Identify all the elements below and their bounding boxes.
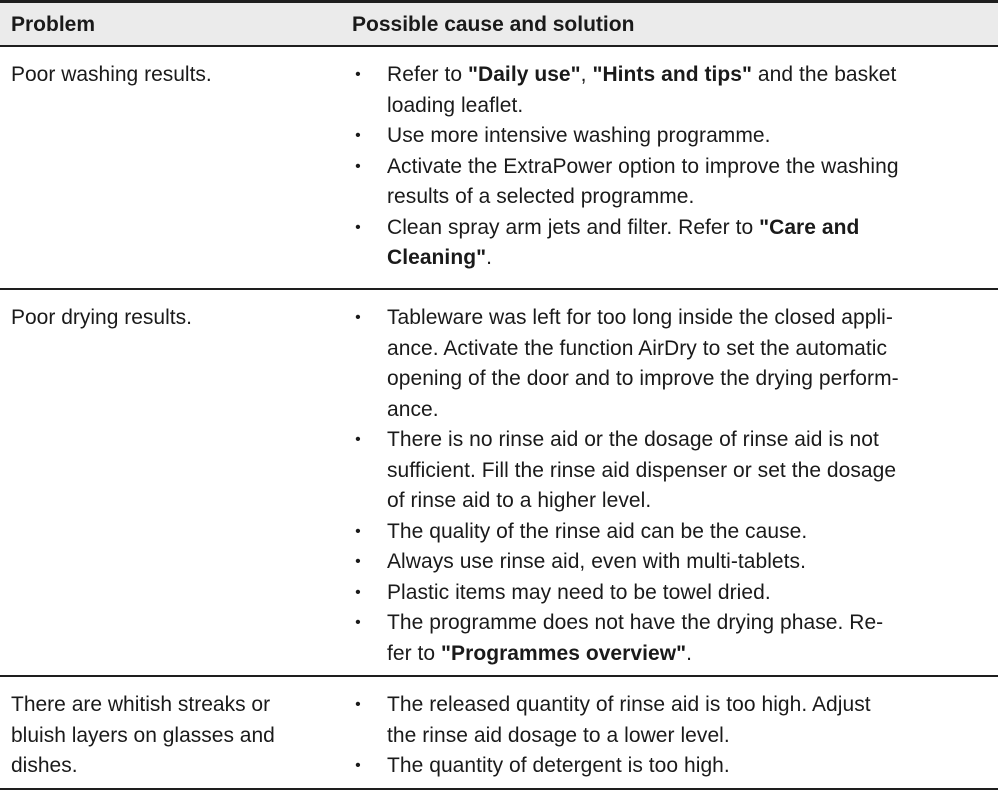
bullet-icon: • [355, 583, 361, 601]
problem-cell [0, 677, 350, 788]
list-item: • The quality of the rinse aid can be the cause. [352, 517, 990, 548]
bullet-icon: • [355, 614, 361, 631]
header-cause-solution: Possible cause and solution [352, 13, 635, 36]
table-row [0, 47, 998, 290]
list-item: • The quantity of detergent is too high. [352, 751, 990, 782]
reference-text: "Daily use" [467, 63, 581, 86]
header-problem: Problem [11, 13, 96, 36]
problem-cell: Poor drying results. [11, 306, 192, 329]
bullet-icon: • [355, 66, 361, 83]
solution-list [352, 690, 990, 782]
list-item: • The released quantity of rinse aid is too high. Adjust the rinse aid dosage to a lower level. [352, 690, 990, 751]
list-item: • Tableware was left for too long inside the closed appli- ance. Activate the function AirDry to set the automatic opening of the door and to improve the drying perform- ance. [352, 303, 990, 425]
table-header [0, 3, 998, 47]
bullet-icon: • [355, 127, 361, 144]
solution-cell [350, 677, 998, 788]
bullet-icon: • [355, 553, 361, 570]
reference-text: "Programmes overview" [441, 641, 687, 665]
problem-text: There are whitish streaks or bluish layers on glasses and dishes. [11, 693, 275, 777]
reference-text: Cleaning" [387, 246, 487, 269]
solution-cell [350, 47, 998, 288]
bullet-icon: • [355, 696, 361, 713]
bullet-icon: • [355, 218, 361, 236]
list-item: • Refer to "Daily use", "Hints and tips" and the basket loading leaflet. [352, 60, 990, 121]
list-item: • Activate the ExtraPower option to improve the washing results of a selected programme. [352, 152, 990, 213]
list-item: • Use more intensive washing programme. [352, 121, 990, 152]
bullet-icon: • [355, 522, 361, 540]
bullet-icon: • [355, 431, 361, 448]
bullet-icon: • [355, 309, 361, 326]
list-item: • The programme does not have the drying phase. Re- fer to "Programmes overview". [352, 608, 990, 669]
list-item: • Always use rinse aid, even with multi-tablets. [352, 547, 990, 578]
bullet-icon: • [355, 757, 361, 774]
table-row [0, 290, 998, 677]
solution-list [352, 303, 990, 669]
solution-list [352, 60, 990, 274]
problem-cell: Poor washing results. [11, 63, 212, 86]
table-row [0, 677, 998, 790]
solution-cell [350, 290, 998, 675]
reference-text: "Hints and tips" [592, 63, 753, 86]
list-item: • There is no rinse aid or the dosage of rinse aid is not sufficient. Fill the rinse aid dispenser or set the dosage of rinse aid to a higher level. [352, 425, 990, 517]
list-item: • Clean spray arm jets and filter. Refer to "Care and Cleaning". [352, 213, 990, 274]
bullet-icon: • [355, 157, 361, 175]
reference-text: "Care and [759, 215, 860, 239]
list-item: • Plastic items may need to be towel dried. [352, 578, 990, 609]
